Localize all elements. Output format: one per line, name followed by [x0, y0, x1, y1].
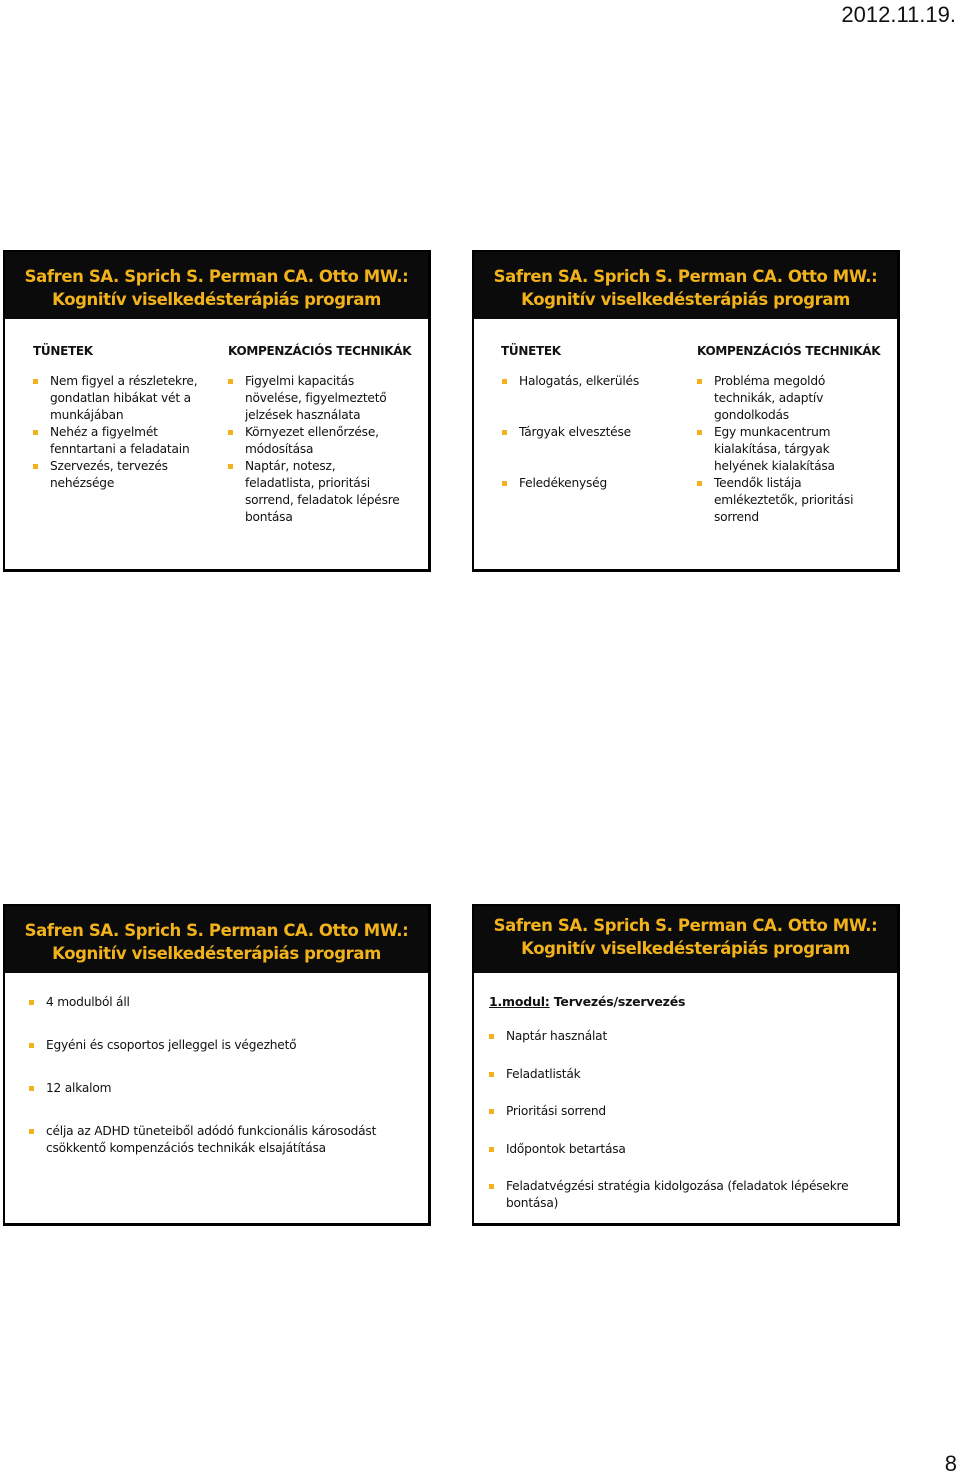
slide-header: [474, 906, 897, 973]
list-item: Feledékenység: [502, 475, 677, 492]
slide-title-authors: Safren SA. Sprich S. Perman CA. Otto MW.:: [24, 267, 409, 286]
list-item: Nem figyel a részletekre, gondatlan hibákat vét a munkájában: [33, 373, 208, 424]
column-heading-techniques: KOMPENZÁCIÓS TECHNIKÁK: [697, 344, 881, 358]
page-number: 8: [944, 1451, 957, 1476]
list-item: Figyelmi kapacitás növelése, figyelmeztető jelzések használata: [228, 373, 408, 424]
symptom-list: [502, 373, 677, 492]
technique-list: [228, 373, 408, 526]
slide-title-program: Kognitív viselkedésterápiás program: [52, 290, 381, 309]
list-item: Feladatlisták: [489, 1066, 869, 1083]
module-name: Tervezés/szervezés: [553, 994, 686, 1009]
slide-title-authors: Safren SA. Sprich S. Perman CA. Otto MW.:: [24, 921, 409, 940]
slide-header: [5, 252, 428, 319]
list-item: Prioritási sorrend: [489, 1103, 869, 1120]
slide-title-program: Kognitív viselkedésterápiás program: [521, 290, 850, 309]
list-item: Egy munkacentrum kialakítása, tárgyak helyének kialakítása: [697, 424, 867, 475]
technique-list: [697, 373, 867, 526]
list-item: Időpontok betartása: [489, 1141, 869, 1158]
symptom-list: [33, 373, 208, 492]
slide-title-program: Kognitív viselkedésterápiás program: [521, 939, 850, 958]
list-item: Probléma megoldó technikák, adaptív gondolkodás: [697, 373, 867, 424]
column-heading-symptoms: TÜNETEK: [501, 344, 561, 358]
column-heading-symptoms: TÜNETEK: [33, 344, 93, 358]
slide-header: [5, 906, 428, 973]
list-item: Naptár, notesz, feladatlista, prioritási sorrend, feladatok lépésre bontása: [228, 458, 408, 526]
slide-4: [472, 904, 900, 1226]
module-items-list: [489, 1028, 869, 1233]
list-item: célja az ADHD tüneteiből adódó funkcionális károsodást csökkentő kompenzációs technikák elsajátítása: [29, 1123, 399, 1157]
list-item: Tárgyak elvesztése: [502, 424, 677, 441]
slide-title-authors: Safren SA. Sprich S. Perman CA. Otto MW.:: [493, 916, 878, 935]
list-item: Feladatvégzési stratégia kidolgozása (feladatok lépésekre bontása): [489, 1178, 869, 1212]
slide-header: [474, 252, 897, 319]
slide-1: [3, 250, 431, 572]
list-item: Egyéni és csoportos jelleggel is végezhető: [29, 1037, 399, 1054]
program-overview-list: [29, 994, 399, 1183]
slide-3: [3, 904, 431, 1226]
list-item: Szervezés, tervezés nehézsége: [33, 458, 208, 492]
list-item: 12 alkalom: [29, 1080, 399, 1097]
page-date: 2012.11.19.: [841, 2, 956, 27]
list-item: 4 modulból áll: [29, 994, 399, 1011]
list-item: Naptár használat: [489, 1028, 869, 1045]
slide-title-authors: Safren SA. Sprich S. Perman CA. Otto MW.:: [493, 267, 878, 286]
module-title: [489, 994, 685, 1009]
list-item: Nehéz a figyelmét fenntartani a feladatain: [33, 424, 208, 458]
module-label: 1.modul:: [489, 994, 550, 1009]
list-item: Környezet ellenőrzése, módosítása: [228, 424, 408, 458]
column-heading-techniques: KOMPENZÁCIÓS TECHNIKÁK: [228, 344, 412, 358]
slide-title-program: Kognitív viselkedésterápiás program: [52, 944, 381, 963]
slide-2: [472, 250, 900, 572]
list-item: Teendők listája emlékeztetők, prioritási sorrend: [697, 475, 867, 526]
list-item: Halogatás, elkerülés: [502, 373, 677, 390]
